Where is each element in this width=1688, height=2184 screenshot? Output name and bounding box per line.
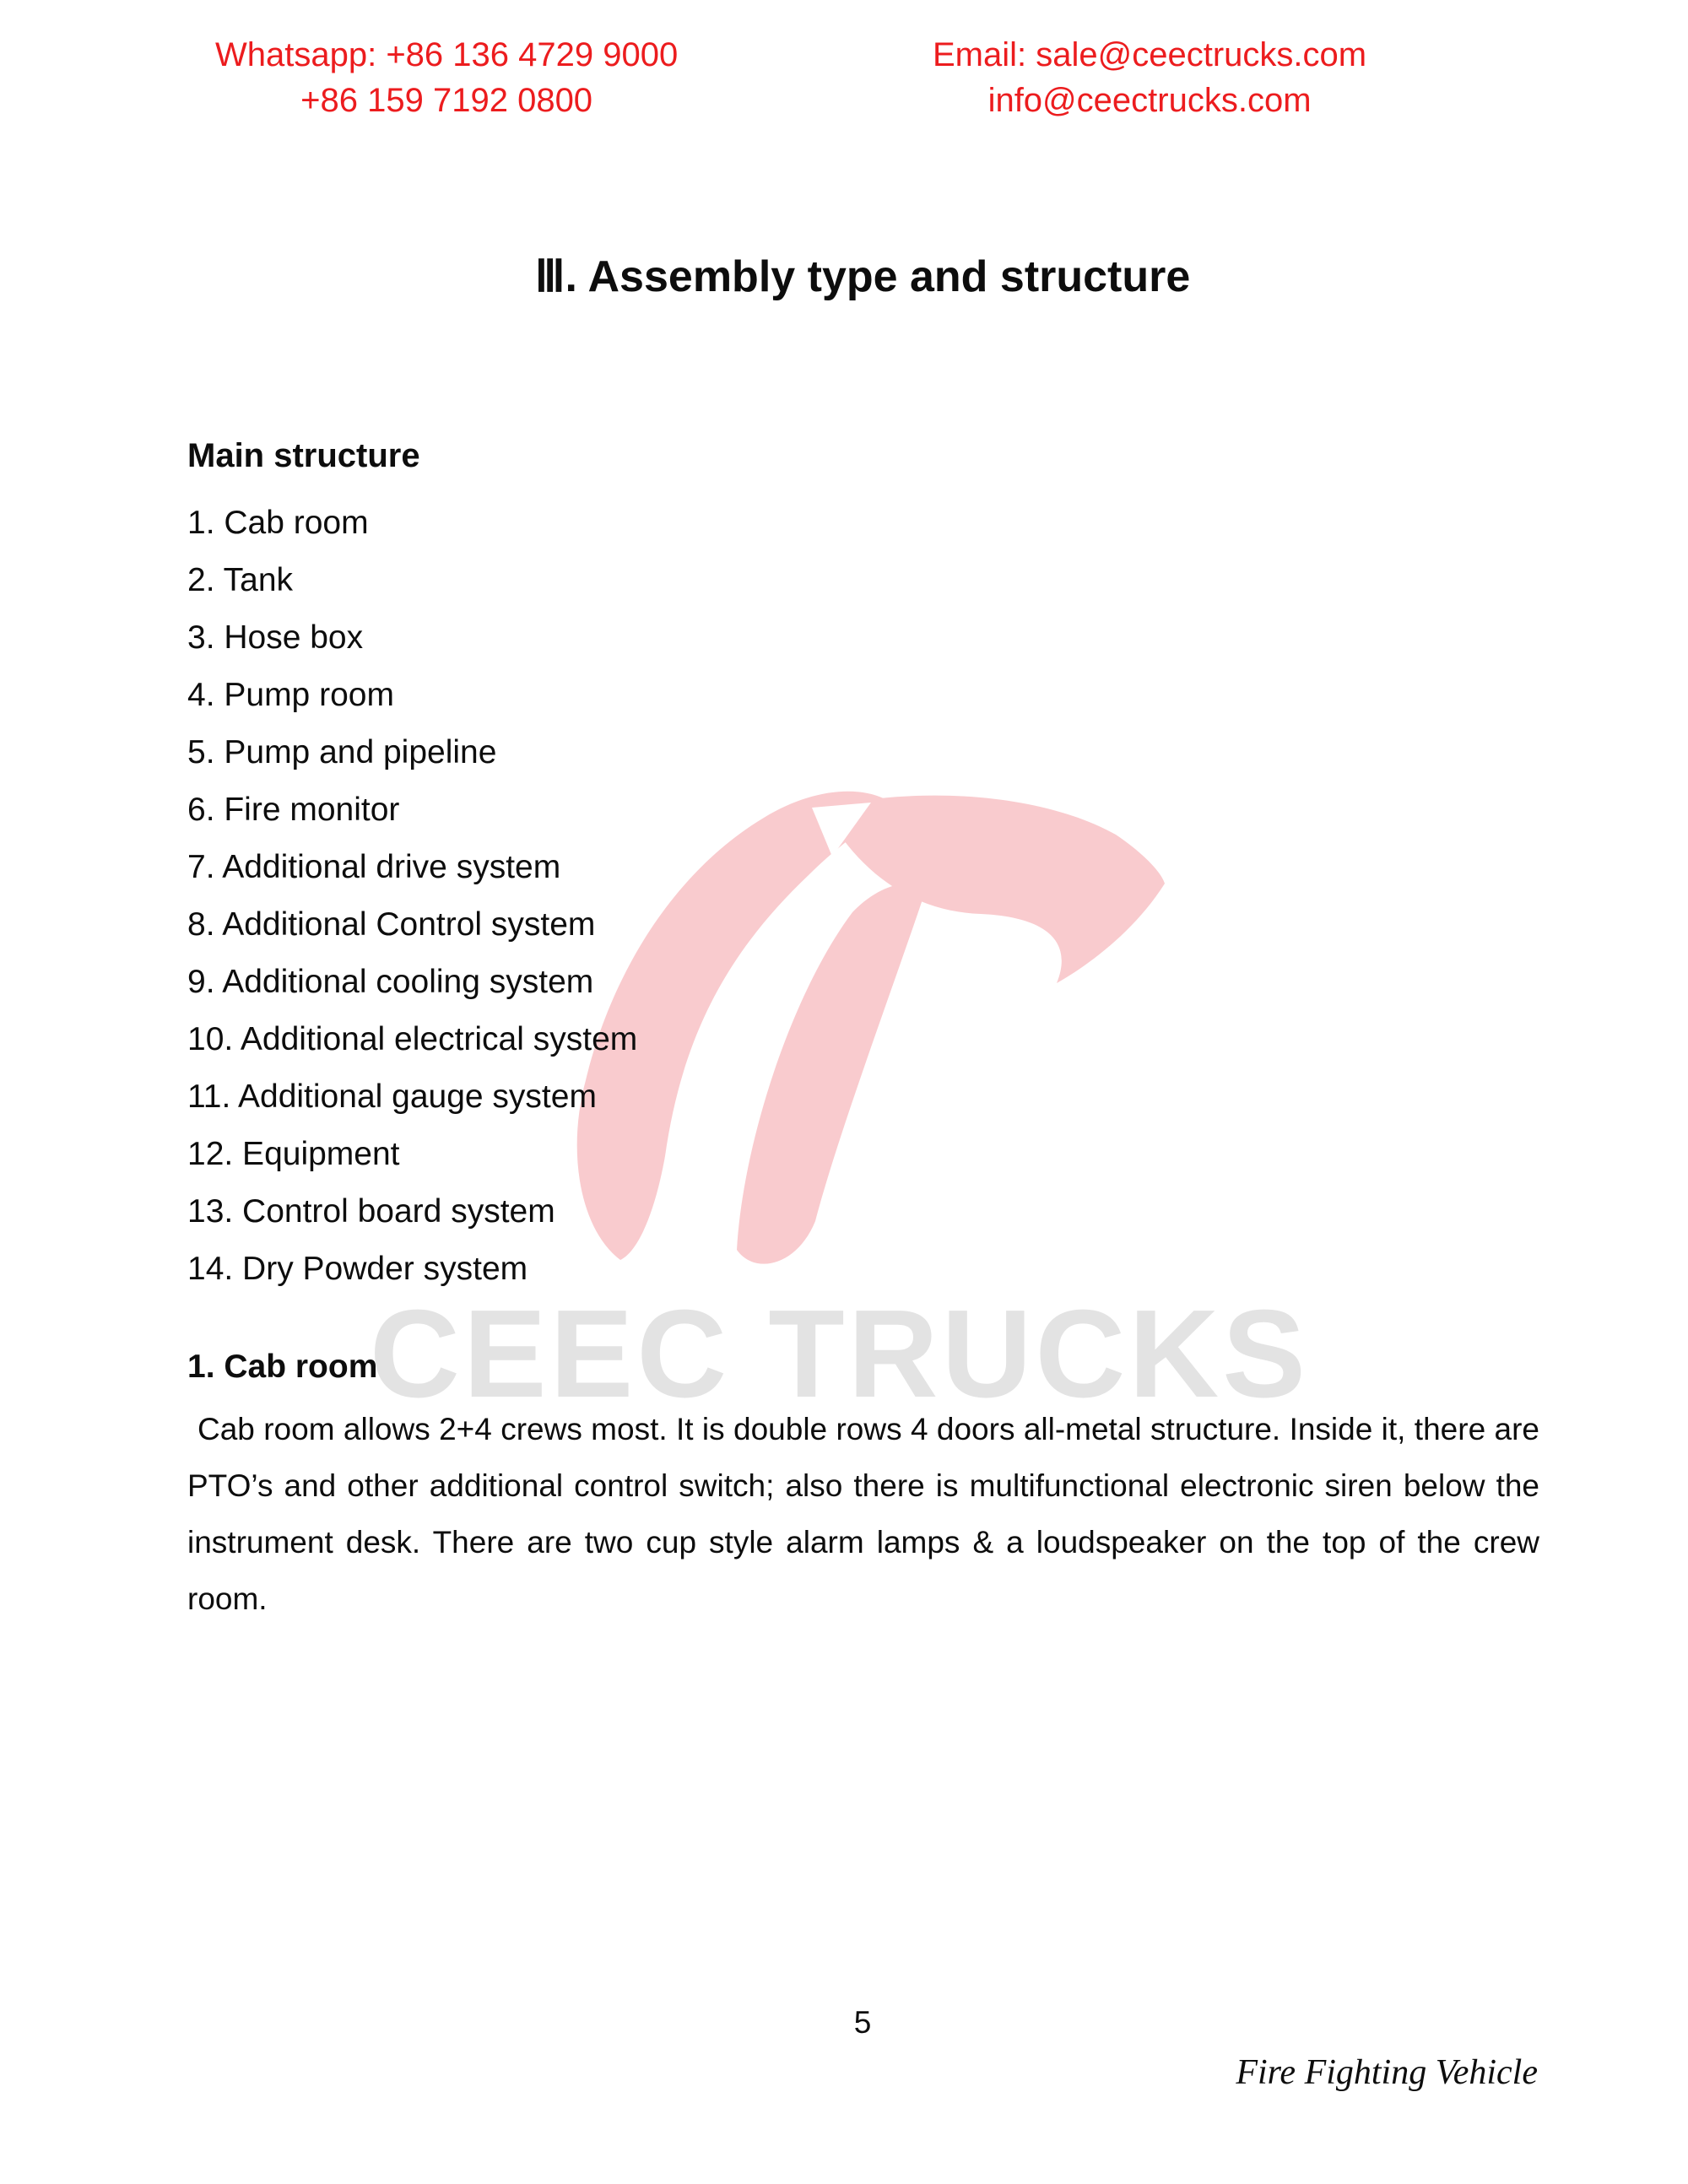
footer-doc-label: Fire Fighting Vehicle bbox=[1236, 2053, 1538, 2092]
page-number: 5 bbox=[853, 2005, 872, 2040]
section-cab-room-paragraph: Cab room allows 2+4 crews most. It is double rows 4 doors all-metal structure. Inside it, there are PTO’s and other additional control switch; also there is multifunctional electronic siren below the instrument desk. There are two cup style alarm lamps & a loudspeaker on the top of the crew room. bbox=[187, 1412, 1539, 1616]
list-item: 13. Control board system bbox=[187, 1193, 555, 1230]
list-item: 9. Additional cooling system bbox=[187, 964, 594, 1000]
list-item: 11. Additional gauge system bbox=[187, 1078, 597, 1115]
header-whatsapp-block bbox=[215, 32, 678, 123]
header-email-line1: Email: sale@ceectrucks.com bbox=[933, 36, 1367, 73]
header-whatsapp-line2: +86 159 7192 0800 bbox=[300, 82, 593, 119]
list-item: 4. Pump room bbox=[187, 677, 394, 713]
list-item: 10. Additional electrical system bbox=[187, 1021, 638, 1057]
section-cab-room-heading: 1. Cab room bbox=[187, 1349, 378, 1385]
brand-text-watermark: CEEC TRUCKS bbox=[370, 1284, 1309, 1424]
list-item: 3. Hose box bbox=[187, 619, 364, 656]
main-structure-heading: Main structure bbox=[187, 437, 420, 474]
list-item: 5. Pump and pipeline bbox=[187, 734, 497, 770]
main-structure-list bbox=[187, 495, 1538, 1298]
header-email-line2: info@ceectrucks.com bbox=[987, 82, 1312, 119]
list-item: 8. Additional Control system bbox=[187, 906, 596, 943]
page-title: Ⅲ. Assembly type and structure bbox=[534, 252, 1191, 301]
list-item: 7. Additional drive system bbox=[187, 849, 561, 885]
list-item: 14. Dry Powder system bbox=[187, 1251, 528, 1287]
list-item: 2. Tank bbox=[187, 562, 294, 598]
list-item: 12. Equipment bbox=[187, 1136, 400, 1172]
header-email-block bbox=[933, 32, 1366, 123]
list-item: 6. Fire monitor bbox=[187, 792, 400, 828]
list-item: 1. Cab room bbox=[187, 505, 369, 541]
header-whatsapp-line1: Whatsapp: +86 136 4729 9000 bbox=[215, 36, 679, 73]
